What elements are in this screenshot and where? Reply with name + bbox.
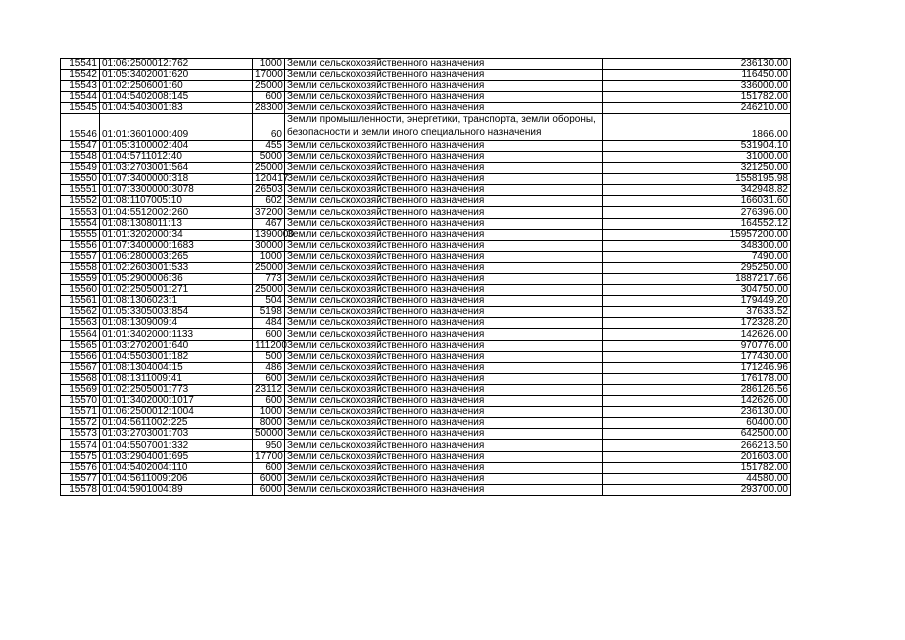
cell-area: 500 <box>253 351 285 362</box>
cell-cadastral-value: 151782.00 <box>603 92 791 103</box>
table-row <box>61 103 791 114</box>
cell-cadastral-value: 276396.00 <box>603 207 791 218</box>
cell-cadastral-value: 31000.00 <box>603 151 791 162</box>
cell-record-id: 15577 <box>61 473 100 484</box>
cell-record-id: 15548 <box>61 151 100 162</box>
cell-record-id: 15543 <box>61 81 100 92</box>
cell-area: 600 <box>253 373 285 384</box>
cell-record-id: 15541 <box>61 59 100 70</box>
cell-land-category: Земли сельскохозяйственного назначения <box>285 185 603 196</box>
cell-cadastral-value: 142626.00 <box>603 329 791 340</box>
cell-cadastral-number: 01:01:3402000:1017 <box>100 396 253 407</box>
cell-record-id: 15578 <box>61 484 100 495</box>
cell-land-category: Земли сельскохозяйственного назначения <box>285 396 603 407</box>
cell-area: 1390000 <box>253 229 285 240</box>
cell-cadastral-value: 166031.60 <box>603 196 791 207</box>
cell-area: 25000 <box>253 81 285 92</box>
cell-cadastral-value: 151782.00 <box>603 462 791 473</box>
cell-cadastral-number: 01:08:1308011:13 <box>100 218 253 229</box>
cell-cadastral-number: 01:03:2703001:564 <box>100 163 253 174</box>
cell-cadastral-value: 37633.52 <box>603 307 791 318</box>
table-row <box>61 185 791 196</box>
table-row <box>61 92 791 103</box>
cell-record-id: 15553 <box>61 207 100 218</box>
table-row <box>61 81 791 92</box>
cell-cadastral-number: 01:08:1107005:10 <box>100 196 253 207</box>
cell-land-category: Земли сельскохозяйственного назначения <box>285 140 603 151</box>
table-row <box>61 262 791 273</box>
cell-cadastral-number: 01:05:2900006:36 <box>100 274 253 285</box>
cell-record-id: 15560 <box>61 285 100 296</box>
cell-area: 602 <box>253 196 285 207</box>
cell-land-category: Земли сельскохозяйственного назначения <box>285 163 603 174</box>
cell-area: 467 <box>253 218 285 229</box>
cell-cadastral-value: 60400.00 <box>603 418 791 429</box>
cell-cadastral-number: 01:04:5711012:40 <box>100 151 253 162</box>
cell-cadastral-value: 7490.00 <box>603 251 791 262</box>
cell-record-id: 15568 <box>61 373 100 384</box>
cell-land-category: Земли сельскохозяйственного назначения <box>285 174 603 185</box>
cell-cadastral-value: 201603.00 <box>603 451 791 462</box>
cell-cadastral-value: 171246.96 <box>603 362 791 373</box>
cell-record-id: 15550 <box>61 174 100 185</box>
cell-land-category: Земли сельскохозяйственного назначения <box>285 196 603 207</box>
table-row <box>61 229 791 240</box>
cell-record-id: 15574 <box>61 440 100 451</box>
cell-cadastral-value: 246210.00 <box>603 103 791 114</box>
cell-area: 504 <box>253 296 285 307</box>
cell-land-category: Земли сельскохозяйственного назначения <box>285 462 603 473</box>
cell-land-category: Земли сельскохозяйственного назначения <box>285 351 603 362</box>
cell-cadastral-number: 01:05:3100002:404 <box>100 140 253 151</box>
cell-area: 1000 <box>253 407 285 418</box>
table-row <box>61 307 791 318</box>
table-row <box>61 163 791 174</box>
cell-cadastral-number: 01:08:1309009:4 <box>100 318 253 329</box>
cell-cadastral-value: 172328.20 <box>603 318 791 329</box>
cell-area: 17000 <box>253 70 285 81</box>
cell-cadastral-number: 01:02:2505001:271 <box>100 285 253 296</box>
cell-cadastral-number: 01:02:2506001:60 <box>100 81 253 92</box>
cell-record-id: 15545 <box>61 103 100 114</box>
cell-area: 5000 <box>253 151 285 162</box>
cell-record-id: 15547 <box>61 140 100 151</box>
cell-cadastral-number: 01:04:5901004:89 <box>100 484 253 495</box>
cell-record-id: 15557 <box>61 251 100 262</box>
cell-land-category: Земли сельскохозяйственного назначения <box>285 70 603 81</box>
cell-area: 1000 <box>253 251 285 262</box>
cell-record-id: 15575 <box>61 451 100 462</box>
table-row <box>61 207 791 218</box>
cell-area: 6000 <box>253 473 285 484</box>
cell-cadastral-value: 642500.00 <box>603 429 791 440</box>
cell-cadastral-number: 01:07:3400000:1683 <box>100 240 253 251</box>
cell-cadastral-value: 342948.82 <box>603 185 791 196</box>
cell-cadastral-number: 01:04:5402008:145 <box>100 92 253 103</box>
cell-cadastral-value: 1866.00 <box>603 114 791 140</box>
cell-cadastral-number: 01:06:2800003:265 <box>100 251 253 262</box>
cell-area: 1000 <box>253 59 285 70</box>
cell-area: 600 <box>253 462 285 473</box>
cell-land-category: Земли сельскохозяйственного назначения <box>285 407 603 418</box>
cell-record-id: 15554 <box>61 218 100 229</box>
cell-record-id: 15566 <box>61 351 100 362</box>
cell-cadastral-number: 01:07:3300000:3078 <box>100 185 253 196</box>
cell-cadastral-number: 01:08:1304004:15 <box>100 362 253 373</box>
table-row <box>61 329 791 340</box>
cell-cadastral-value: 236130.00 <box>603 407 791 418</box>
cell-area: 455 <box>253 140 285 151</box>
table-row <box>61 240 791 251</box>
cell-area: 50000 <box>253 429 285 440</box>
cell-record-id: 15556 <box>61 240 100 251</box>
cell-land-category: Земли сельскохозяйственного назначения <box>285 229 603 240</box>
cell-land-category: Земли сельскохозяйственного назначения <box>285 262 603 273</box>
cell-land-category: Земли сельскохозяйственного назначения <box>285 274 603 285</box>
table-row <box>61 296 791 307</box>
cell-area: 37200 <box>253 207 285 218</box>
table-row <box>61 218 791 229</box>
cell-record-id: 15544 <box>61 92 100 103</box>
cell-area: 26503 <box>253 185 285 196</box>
cell-cadastral-value: 321250.00 <box>603 163 791 174</box>
cell-cadastral-number: 01:04:5402004:110 <box>100 462 253 473</box>
table-row <box>61 151 791 162</box>
table-row <box>61 373 791 384</box>
cell-area: 600 <box>253 329 285 340</box>
table-row <box>61 384 791 395</box>
cell-land-category: Земли сельскохозяйственного назначения <box>285 81 603 92</box>
cell-record-id: 15564 <box>61 329 100 340</box>
cell-cadastral-value: 236130.00 <box>603 59 791 70</box>
cell-record-id: 15569 <box>61 384 100 395</box>
cell-area: 5198 <box>253 307 285 318</box>
cell-record-id: 15551 <box>61 185 100 196</box>
cell-land-category: Земли сельскохозяйственного назначения <box>285 473 603 484</box>
table-row <box>61 407 791 418</box>
cell-cadastral-number: 01:02:2603001:533 <box>100 262 253 273</box>
cell-cadastral-number: 01:03:2703001:703 <box>100 429 253 440</box>
cell-cadastral-number: 01:01:3202000:34 <box>100 229 253 240</box>
cell-cadastral-value: 15957200.00 <box>603 229 791 240</box>
cell-record-id: 15571 <box>61 407 100 418</box>
cell-cadastral-number: 01:01:3601000:409 <box>100 114 253 140</box>
cell-record-id: 15558 <box>61 262 100 273</box>
cell-area: 600 <box>253 396 285 407</box>
table-row <box>61 140 791 151</box>
cell-cadastral-number: 01:04:5507001:332 <box>100 440 253 451</box>
cell-cadastral-number: 01:05:3305003:854 <box>100 307 253 318</box>
table-row <box>61 462 791 473</box>
table-row <box>61 285 791 296</box>
cell-cadastral-value: 116450.00 <box>603 70 791 81</box>
cell-cadastral-number: 01:04:5512002:260 <box>100 207 253 218</box>
cell-record-id: 15567 <box>61 362 100 373</box>
cell-record-id: 15555 <box>61 229 100 240</box>
cell-area: 120417 <box>253 174 285 185</box>
cell-area: 600 <box>253 92 285 103</box>
table-row <box>61 396 791 407</box>
cell-area: 30000 <box>253 240 285 251</box>
cell-record-id: 15573 <box>61 429 100 440</box>
table-row <box>61 418 791 429</box>
cell-cadastral-number: 01:04:5503001:182 <box>100 351 253 362</box>
cell-land-category: Земли сельскохозяйственного назначения <box>285 362 603 373</box>
table-row <box>61 340 791 351</box>
table-row <box>61 451 791 462</box>
cell-area: 25000 <box>253 163 285 174</box>
table-row <box>61 429 791 440</box>
cell-record-id: 15562 <box>61 307 100 318</box>
cell-area: 111200 <box>253 340 285 351</box>
cell-cadastral-number: 01:01:3402000:1133 <box>100 329 253 340</box>
cell-cadastral-value: 286126.56 <box>603 384 791 395</box>
table-row <box>61 484 791 495</box>
cell-area: 773 <box>253 274 285 285</box>
cell-land-category: Земли сельскохозяйственного назначения <box>285 318 603 329</box>
land-parcel-table <box>60 58 791 496</box>
cell-cadastral-value: 1558195.98 <box>603 174 791 185</box>
cell-land-category: Земли сельскохозяйственного назначения <box>285 103 603 114</box>
table-row <box>61 351 791 362</box>
cell-land-category: Земли сельскохозяйственного назначения <box>285 418 603 429</box>
cell-cadastral-number: 01:08:1306023:1 <box>100 296 253 307</box>
cell-record-id: 15559 <box>61 274 100 285</box>
table-row <box>61 174 791 185</box>
cell-land-category: Земли сельскохозяйственного назначения <box>285 92 603 103</box>
cell-record-id: 15552 <box>61 196 100 207</box>
table-row <box>61 70 791 81</box>
cell-cadastral-value: 1887217.66 <box>603 274 791 285</box>
cell-area: 60 <box>253 114 285 140</box>
cell-land-category: Земли сельскохозяйственного назначения <box>285 484 603 495</box>
cell-land-category: Земли сельскохозяйственного назначения <box>285 329 603 340</box>
cell-cadastral-number: 01:07:3400000:318 <box>100 174 253 185</box>
table-row <box>61 59 791 70</box>
cell-cadastral-value: 176178.00 <box>603 373 791 384</box>
cell-area: 25000 <box>253 285 285 296</box>
cell-land-category: Земли сельскохозяйственного назначения <box>285 373 603 384</box>
cell-land-category: Земли сельскохозяйственного назначения <box>285 340 603 351</box>
cell-record-id: 15549 <box>61 163 100 174</box>
cell-land-category: Земли сельскохозяйственного назначения <box>285 285 603 296</box>
cell-area: 25000 <box>253 262 285 273</box>
cell-cadastral-value: 142626.00 <box>603 396 791 407</box>
cell-area: 17700 <box>253 451 285 462</box>
cell-area: 28300 <box>253 103 285 114</box>
cell-land-category: Земли сельскохозяйственного назначения <box>285 440 603 451</box>
cell-record-id: 15546 <box>61 114 100 140</box>
cell-land-category: Земли сельскохозяйственного назначения <box>285 429 603 440</box>
cell-record-id: 15542 <box>61 70 100 81</box>
table-row <box>61 362 791 373</box>
cell-cadastral-number: 01:06:2500012:1004 <box>100 407 253 418</box>
cell-cadastral-value: 179449.20 <box>603 296 791 307</box>
cell-record-id: 15572 <box>61 418 100 429</box>
cell-cadastral-value: 970776.00 <box>603 340 791 351</box>
table-row <box>61 251 791 262</box>
cell-land-category: Земли сельскохозяйственного назначения <box>285 59 603 70</box>
cell-cadastral-number: 01:03:2904001:695 <box>100 451 253 462</box>
cell-cadastral-value: 304750.00 <box>603 285 791 296</box>
table-row <box>61 440 791 451</box>
cell-cadastral-number: 01:06:2500012:762 <box>100 59 253 70</box>
cell-land-category: Земли промышленности, энергетики, транспорта, земли обороны, безопасности и земли иного специального назначения <box>285 114 603 140</box>
cell-land-category: Земли сельскохозяйственного назначения <box>285 207 603 218</box>
cell-cadastral-value: 164552.12 <box>603 218 791 229</box>
cell-cadastral-value: 266213.50 <box>603 440 791 451</box>
cell-land-category: Земли сельскохозяйственного назначения <box>285 384 603 395</box>
table-row <box>61 196 791 207</box>
cell-land-category: Земли сельскохозяйственного назначения <box>285 451 603 462</box>
cell-land-category: Земли сельскохозяйственного назначения <box>285 307 603 318</box>
table-body <box>61 59 791 496</box>
cell-area: 484 <box>253 318 285 329</box>
cell-cadastral-number: 01:04:5611009:206 <box>100 473 253 484</box>
cell-cadastral-number: 01:04:5403001:83 <box>100 103 253 114</box>
cell-record-id: 15565 <box>61 340 100 351</box>
cell-area: 23112 <box>253 384 285 395</box>
cell-cadastral-number: 01:04:5611002:225 <box>100 418 253 429</box>
cell-land-category: Земли сельскохозяйственного назначения <box>285 218 603 229</box>
cell-cadastral-number: 01:05:3402001:620 <box>100 70 253 81</box>
cell-cadastral-value: 348300.00 <box>603 240 791 251</box>
table-row <box>61 114 791 140</box>
cell-cadastral-value: 293700.00 <box>603 484 791 495</box>
cell-record-id: 15576 <box>61 462 100 473</box>
cell-area: 8000 <box>253 418 285 429</box>
cell-cadastral-value: 531904.10 <box>603 140 791 151</box>
cell-cadastral-number: 01:08:1311009:41 <box>100 373 253 384</box>
cell-record-id: 15570 <box>61 396 100 407</box>
cell-land-category: Земли сельскохозяйственного назначения <box>285 251 603 262</box>
cell-cadastral-number: 01:02:2505001:773 <box>100 384 253 395</box>
cell-record-id: 15563 <box>61 318 100 329</box>
cell-cadastral-value: 44580.00 <box>603 473 791 484</box>
cell-cadastral-value: 177430.00 <box>603 351 791 362</box>
cell-land-category: Земли сельскохозяйственного назначения <box>285 151 603 162</box>
cell-land-category: Земли сельскохозяйственного назначения <box>285 240 603 251</box>
cell-area: 486 <box>253 362 285 373</box>
cell-cadastral-value: 295250.00 <box>603 262 791 273</box>
cell-record-id: 15561 <box>61 296 100 307</box>
cell-area: 950 <box>253 440 285 451</box>
table-row <box>61 473 791 484</box>
cell-cadastral-value: 336000.00 <box>603 81 791 92</box>
table-row <box>61 318 791 329</box>
cell-cadastral-number: 01:03:2702001:640 <box>100 340 253 351</box>
cell-land-category: Земли сельскохозяйственного назначения <box>285 296 603 307</box>
cell-area: 6000 <box>253 484 285 495</box>
table-row <box>61 274 791 285</box>
